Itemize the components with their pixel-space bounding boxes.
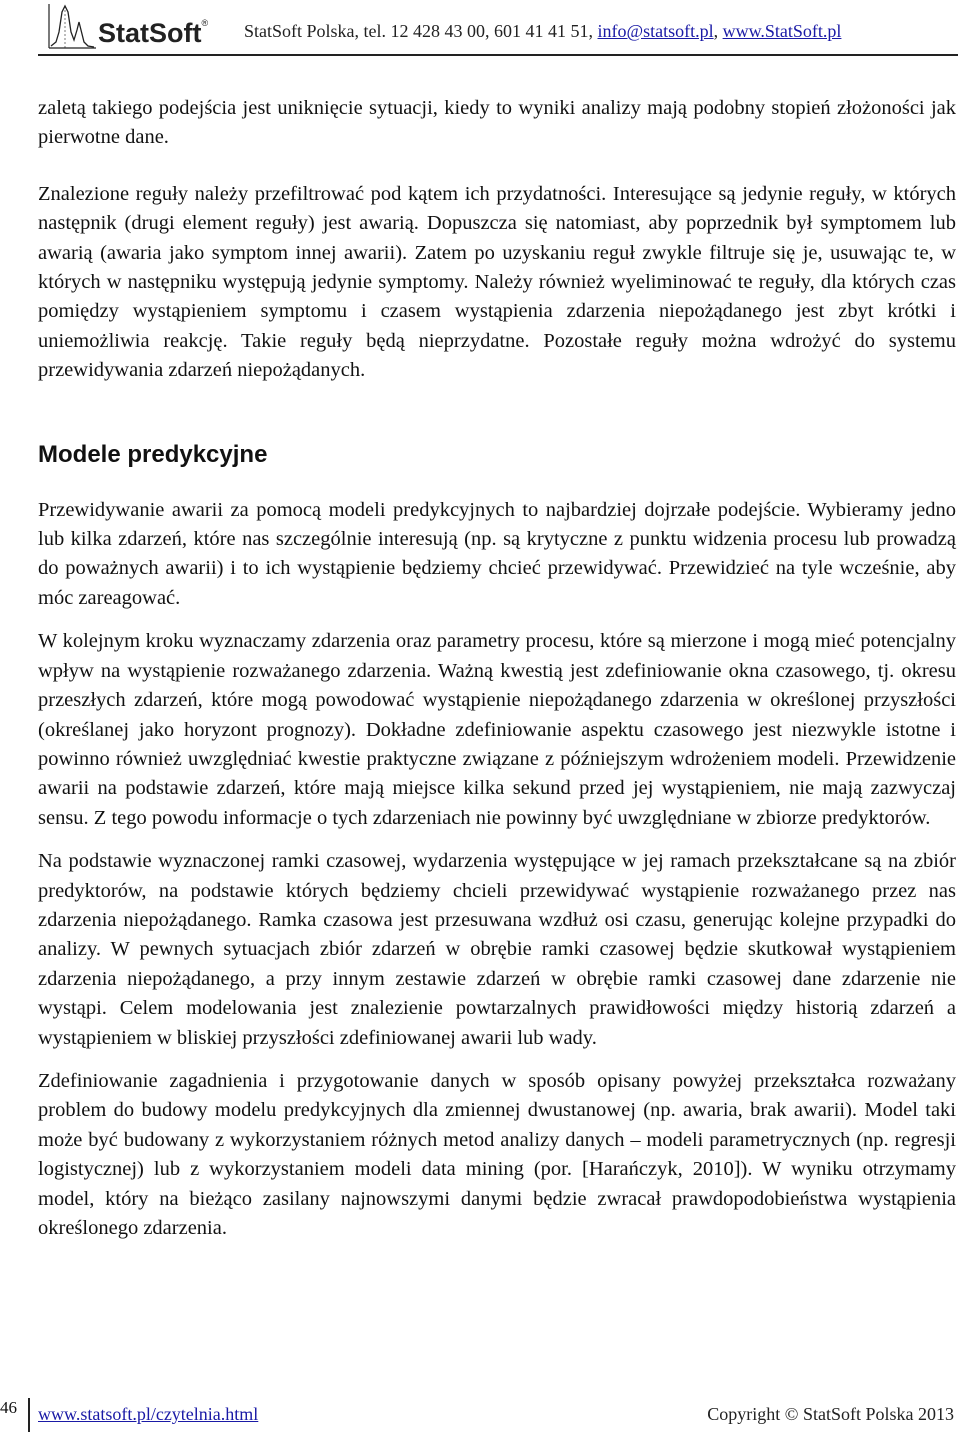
paragraph: Przewidywanie awarii za pomocą modeli predykcyjnych to najbardziej dojrzałe podejście. Wybieramy jedno lub kilka zdarzeń, które nas szczególnie interesują (np. są krytyczne z punktu widzenia procesu lub prowadzą do poważnych awarii) i to ich wystąpienie będziemy chcieć przewidywać. Przewidzieć na tyle wcześnie, aby móc zareagować. bbox=[38, 498, 956, 609]
paragraph: zaletą takiego podejścia jest uniknięcie sytuacji, kiedy to wyniki analizy mają podobny stopień złożoności jak pierwotne dane. bbox=[38, 97, 956, 149]
website-link[interactable]: www.StatSoft.pl bbox=[722, 21, 842, 41]
email-link[interactable]: info@statsoft.pl bbox=[597, 21, 714, 41]
contact-text: StatSoft Polska, tel. 12 428 43 00, 601 41 41 51, bbox=[244, 21, 598, 41]
page-number: 46 bbox=[0, 1398, 17, 1417]
header-contact-info bbox=[244, 21, 841, 42]
statsoft-logo bbox=[48, 2, 228, 52]
paragraph: W kolejnym kroku wyznaczamy zdarzenia oraz parametry procesu, które są mierzone i mogą mieć potencjalny wpływ na wystąpienie rozważanego zdarzenia. Ważną kwestią jest zdefiniowanie okna czasowego, tj. okresu przeszłych zdarzeń, które mogą powodować wystąpienie niepożądanego zdarzenia w określonej przyszłości (określanej jako horyzont prognozy). Dokładne zdefiniowanie aspektu czasowego jest niezwykle istotne i powinno również uwzględniać kwestie praktyczne związane z późniejszym wdrożeniem modeli. Przewidzenie awarii na podstawie zdarzeń, które mają miejsce kilka sekund przed jej wystąpieniem, nie mają zazwyczaj sensu. Z tego powodu informacje o tych zdarzeniach nie powinny być uwzględniane w zbiorze predyktorów. bbox=[38, 630, 956, 829]
logo-chart-icon bbox=[48, 2, 98, 50]
logo-wordmark: StatSoft® bbox=[98, 18, 209, 48]
header-divider bbox=[38, 54, 958, 56]
paragraph: Zdefiniowanie zagadnienia i przygotowanie danych w sposób opisany powyżej przekształca rozważany problem do budowy modelu predykcyjnych dla zmiennej dwustanowej (np. awaria, brak awarii). Model taki może być budowany z wykorzystaniem różnych metod analizy danych – modeli parametrycznych (np. regresji logistycznej) lub z wykorzystaniem modeli data mining (por. [Harańczyk, 2010]). W wyniku otrzymamy model, który na bieżąco zasilany najnowszymi danymi będzie zwracał prawdopodobieństwa wystąpienia określonego zdarzenia. bbox=[38, 1069, 956, 1239]
footer-divider bbox=[28, 1398, 30, 1432]
contact-separator: , bbox=[713, 21, 723, 41]
document-body bbox=[38, 94, 956, 1243]
page-header bbox=[0, 0, 960, 58]
paragraph: Znalezione reguły należy przefiltrować pod kątem ich przydatności. Interesujące są jedynie reguły, w których następnik (drugi element reguły) jest awarią. Dopuszcza się natomiast, aby poprzednik był symptomem lub awarią (awaria jako symptom innej awarii). Zatem po uzyskaniu reguł zwykle filtruje się je, usuwając te, w których w następniku występują jedynie symptomy. Należy również wyeliminować te reguły, dla których czas pomiędzy wystąpieniem symptomu i czasem wystąpienia zdarzenia niepożądanego jest zbyt krótki i uniemożliwia reakcję. Takie reguły będą nieprzydatne. Pozostałe reguły można wdrożyć do systemu przewidywania zdarzeń niepożądanych. bbox=[38, 182, 956, 382]
paragraph: Na podstawie wyznaczonej ramki czasowej, wydarzenia występujące w jej ramach przekształcane są na zbiór predyktorów, na podstawie których będziemy chcieli przewidywać wystąpienie rozważanego przez nas zdarzenia niepożądanego. Ramka czasowa jest przesuwana wzdłuż osi czasu, generując kolejne przypadki do analizy. W pewnych sytuacjach zbiór zdarzeń w obrębie ramki czasowej będzie skutkował wystąpieniem zdarzenia niepożądanego, a przy innym zestawie zdarzeń w obrębie ramki czasowej dane zdarzenie nie wystąpi. Celem modelowania jest znalezienie powtarzalnych prawidłowości między historią zdarzeń a wystąpieniem w bliskiej przyszłości zdefiniowanej awarii lub wady. bbox=[38, 850, 956, 1049]
footer-link[interactable]: www.statsoft.pl/czytelnia.html bbox=[38, 1404, 259, 1424]
footer-copyright: Copyright © StatSoft Polska 2013 bbox=[707, 1404, 954, 1424]
section-heading: Modele predykcyjne bbox=[38, 440, 268, 468]
